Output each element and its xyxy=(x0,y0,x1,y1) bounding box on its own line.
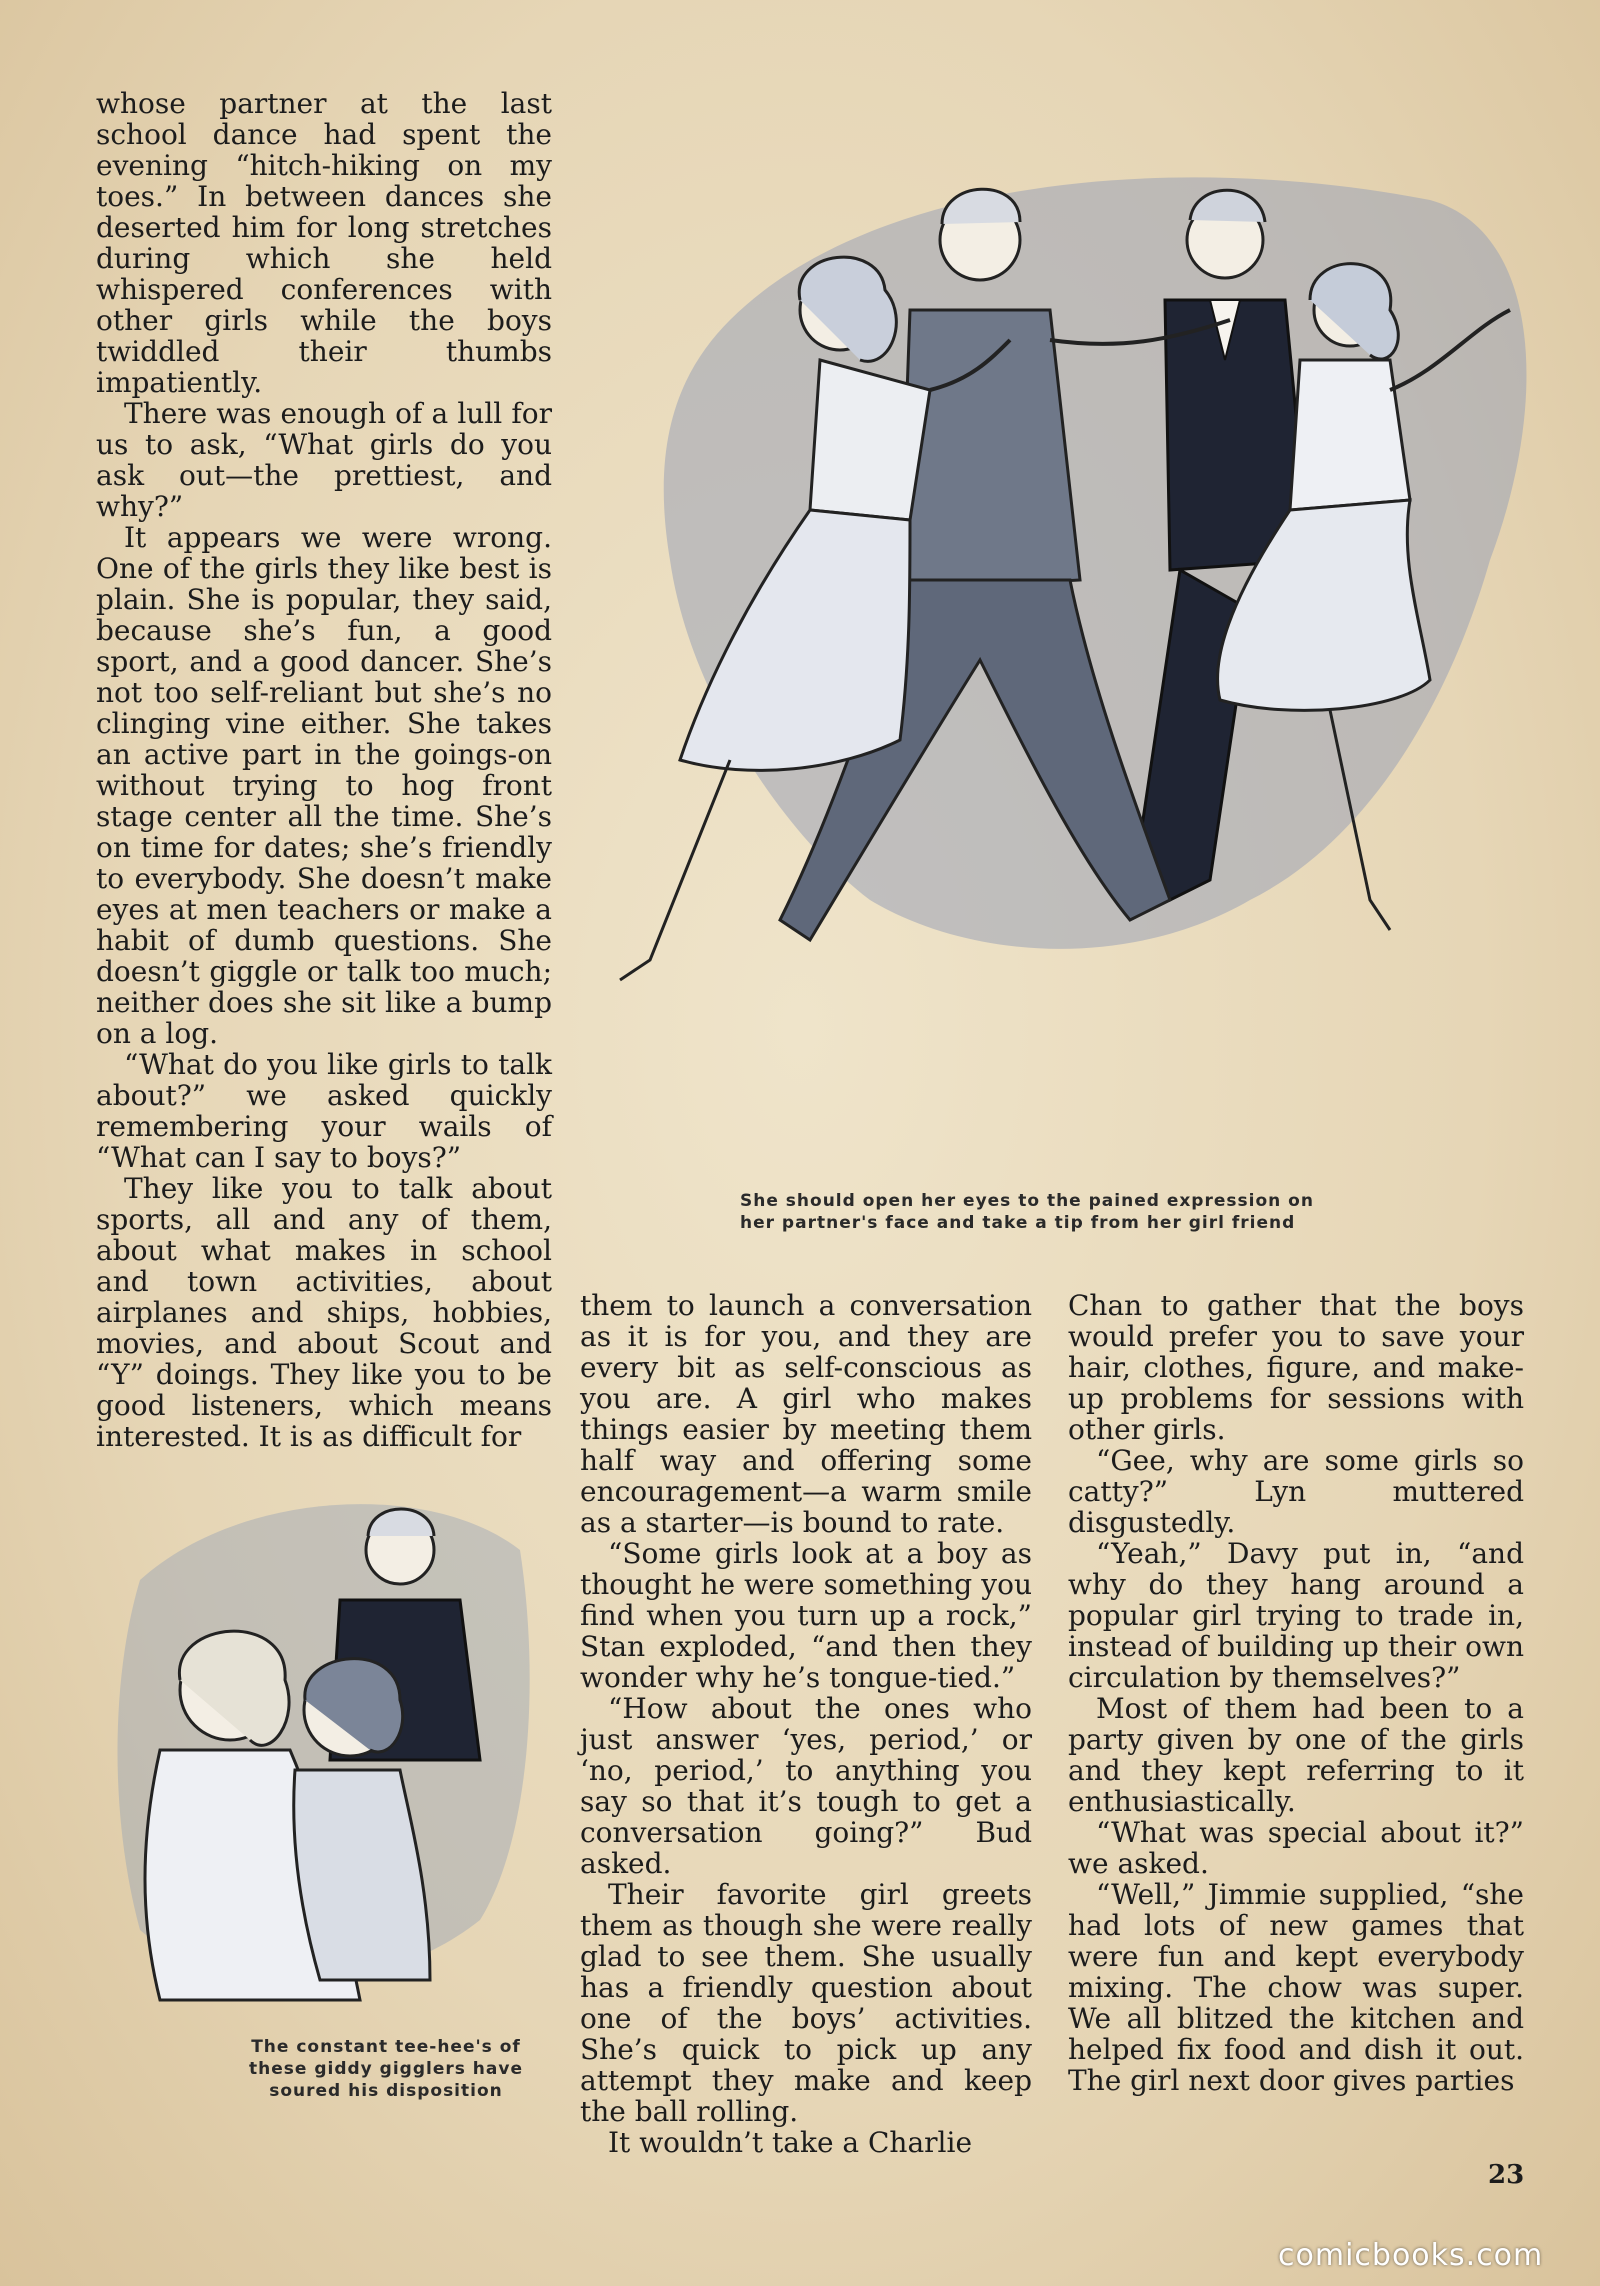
article-column-1 xyxy=(96,88,552,1452)
paragraph: “How about the ones who just answer ‘yes, period,’ or ‘no, period,’ to anything you say so that it’s tough to get a conversation going?” Bud asked. xyxy=(580,1692,1032,1880)
paragraph: Chan to gather that the boys would prefer you to save your hair, clothes, figure, and make-up problems for sessions with other girls. xyxy=(1068,1289,1524,1446)
paragraph: “Some girls look at a boy as thought he were something you find when you turn up a rock,” Stan exploded, “and then they wonder why he’s tongue-tied.” xyxy=(580,1537,1032,1694)
caption-line: She should open her eyes to the pained expression on xyxy=(740,1191,1314,1211)
caption-line: soured his disposition xyxy=(269,2081,503,2101)
paragraph: “Gee, why are some girls so catty?” Lyn muttered disgustedly. xyxy=(1068,1444,1524,1539)
paragraph: It appears we were wrong. One of the girls they like best is plain. She is popular, they said, because she’s fun, a good sport, and a good dancer. She’s not too self-reliant but she’s no clinging vine either. She takes an active part in the goings-on without trying to hog front stage center all the time. She’s on time for dates; she’s friendly to everybody. She doesn’t make eyes at men teachers or make a habit of dumb questions. She doesn’t giggle or talk too much; neither does she sit like a bump on a log. xyxy=(96,521,552,1050)
giggling-girls-illustration xyxy=(100,1460,540,2020)
caption-line: her partner's face and take a tip from her girl friend xyxy=(740,1213,1296,1233)
paragraph: It wouldn’t take a Charlie xyxy=(608,2126,973,2159)
caption-line: these giddy gigglers have xyxy=(249,2059,523,2079)
paragraph: Their favorite girl greets them as though she were really glad to see them. She usually has a friendly question about one of the boys’ activities. She’s quick to pick up any attempt they make and keep the ball rolling. xyxy=(580,1878,1032,2128)
paragraph: Most of them had been to a party given by one of the girls and they kept referring to it enthusiastically. xyxy=(1068,1692,1524,1818)
dance-illustration-caption xyxy=(740,1190,1380,1234)
paragraph: “What was special about it?” we asked. xyxy=(1068,1816,1524,1880)
caption-line: The constant tee-hee's of xyxy=(251,2037,521,2057)
article-column-3 xyxy=(1068,1290,1524,2096)
paragraph: “Yeah,” Davy put in, “and why do they hang around a popular girl trying to trade in, instead of building up their own circulation by themselves?” xyxy=(1068,1537,1524,1694)
article-column-2 xyxy=(580,1290,1032,2158)
paragraph: They like you to talk about sports, all and any of them, about what makes in school and town activities, about airplanes and ships, hobbies, movies, and about Scout and “Y” doings. They like you to be good listeners, which means interested. It is as difficult for xyxy=(96,1172,552,1453)
watermark: comicbooks.com xyxy=(1278,2238,1544,2273)
gigglers-illustration-caption xyxy=(236,2036,536,2102)
page-number: 23 xyxy=(1488,2160,1525,2190)
paragraph: them to launch a conversation as it is for you, and they are every bit as self-conscious as you are. A girl who makes things easier by meeting them half way and offering some encouragement—a warm smile as a starter—is bound to rate. xyxy=(580,1289,1032,1539)
paragraph: “Well,” Jimmie supplied, “she had lots of new games that were fun and kept everybody mixing. The chow was super. We all blitzed the kitchen and helped fix food and dish it out. The girl next door gives parties xyxy=(1068,1878,1524,2097)
paragraph: “What do you like girls to talk about?” we asked quickly remembering your wails of “What can I say to boys?” xyxy=(96,1048,552,1174)
dancing-couples-illustration xyxy=(610,140,1550,1170)
paragraph: There was enough of a lull for us to ask, “What girls do you ask out—the prettiest, and why?” xyxy=(96,397,552,523)
paragraph: whose partner at the last school dance had spent the evening “hitch-hiking on my toes.” In between dances she deserted him for long stretches during which she held whispered conferences with other girls while the boys twiddled their thumbs impatiently. xyxy=(96,87,552,399)
